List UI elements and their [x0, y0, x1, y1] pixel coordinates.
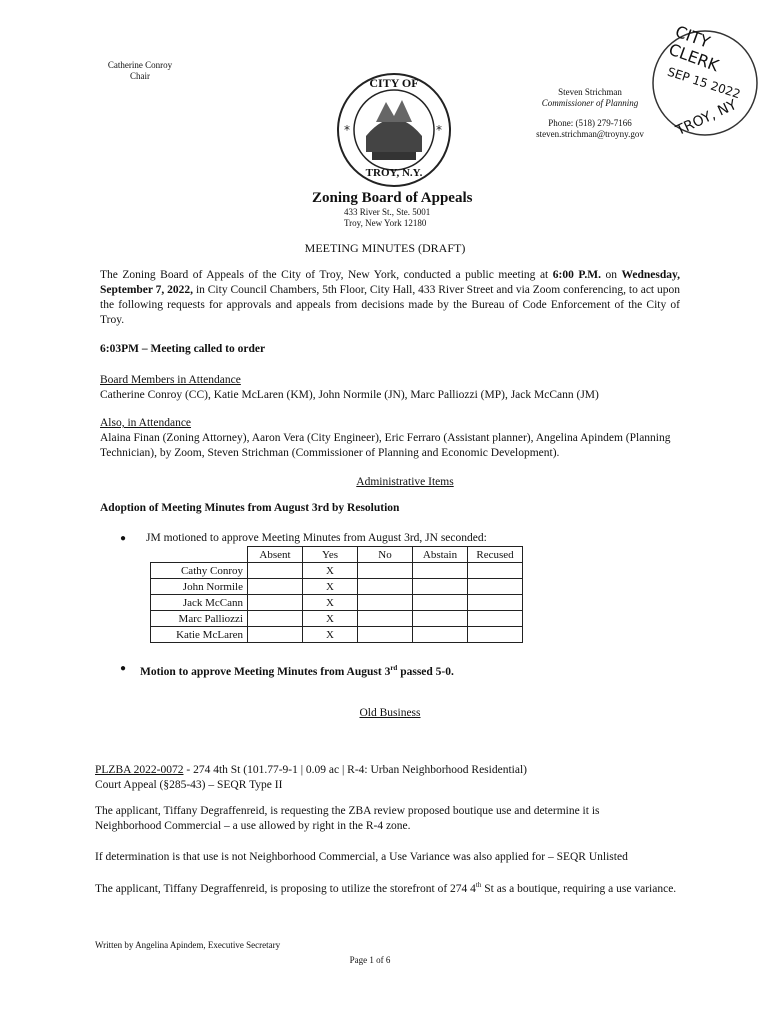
vote-table: [150, 546, 523, 643]
intro-paragraph: [100, 268, 680, 328]
member-name: Cathy Conroy: [151, 563, 248, 579]
case-paragraph-3: [95, 878, 685, 897]
vote-recused: [468, 627, 523, 643]
vote-abstain: [413, 579, 468, 595]
called-to-order: 6:03PM – Meeting called to order: [100, 343, 266, 355]
commissioner-name: Steven Strichman: [558, 87, 622, 97]
seal-bottom-text: TROY, N.Y.: [365, 167, 423, 179]
member-name: Marc Palliozzi: [151, 611, 248, 627]
motion-result-sup: rd: [390, 664, 398, 672]
board-address-2: Troy, New York 12180: [344, 218, 427, 228]
adoption-heading: Adoption of Meeting Minutes from August 3rd by Resolution: [100, 502, 400, 514]
case-p3-sup: th: [475, 881, 482, 889]
vote-recused: [468, 611, 523, 627]
vote-no: [358, 627, 413, 643]
header-absent: Absent: [248, 547, 303, 563]
vote-recused: [468, 595, 523, 611]
commissioner-phone: Phone: (518) 279-7166: [548, 118, 632, 128]
vote-absent: [248, 579, 303, 595]
vote-absent: [248, 563, 303, 579]
vote-yes: X: [303, 579, 358, 595]
footer-page-number: Page 1 of 6: [349, 955, 391, 965]
case-paragraph-1: The applicant, Tiffany Degraffenreid, is requesting the ZBA review proposed boutique use and determine it is Neighborhood Commercial – a use allowed by right in the R-4 zone.: [95, 805, 600, 832]
case-header: [95, 763, 695, 793]
motion-line: [120, 531, 546, 546]
svg-text:*: *: [436, 123, 442, 137]
old-business-heading: Old Business: [359, 707, 421, 719]
header-recused: Recused: [468, 547, 523, 563]
member-name: John Normile: [151, 579, 248, 595]
board-attendance-heading: Board Members in Attendance: [100, 374, 241, 386]
chair-name: Catherine Conroy: [107, 60, 173, 70]
admin-heading: Administrative Items: [356, 476, 454, 488]
intro-date: Wednesday, September 7, 2022,: [100, 269, 681, 296]
case-p3-a: The applicant, Tiffany Degraffenreid, is proposing to utilize the storefront of 274 4: [95, 882, 476, 895]
stamp-date-text: SEP 15 2022: [665, 64, 743, 102]
city-seal: [336, 72, 452, 188]
table-row: [151, 579, 523, 595]
board-address-1: 433 River St., Ste. 5001: [344, 207, 431, 217]
table-row: [151, 563, 523, 579]
intro-text-a: The Zoning Board of Appeals of the City of Troy, New York, conducted a public meeting at: [100, 269, 553, 281]
member-name: Katie McLaren: [151, 627, 248, 643]
table-row: [151, 595, 523, 611]
vote-no: [358, 595, 413, 611]
motion-result-b: passed 5-0.: [397, 665, 454, 678]
vote-table-header: [151, 547, 523, 563]
vote-abstain: [413, 595, 468, 611]
case-p3-b: St as a boutique, requiring a use variance.: [481, 882, 677, 895]
commissioner-email: steven.strichman@troyny.gov: [536, 129, 644, 139]
case-id-rest: - 274 4th St (101.77-9-1 | 0.09 ac | R-4: Urban Neighborhood Residential): [183, 764, 527, 776]
header-no: No: [358, 547, 413, 563]
also-attendance: [100, 416, 690, 461]
vote-absent: [248, 627, 303, 643]
city-clerk-stamp: [650, 21, 760, 139]
vote-absent: [248, 595, 303, 611]
board-attendance: [100, 373, 690, 403]
intro-text-b: on: [600, 269, 622, 281]
commissioner-title: Commissioner of Planning: [541, 98, 639, 108]
chair-block: [100, 60, 180, 82]
vote-no: [358, 563, 413, 579]
vote-abstain: [413, 563, 468, 579]
vote-yes: X: [303, 611, 358, 627]
commissioner-block: [520, 87, 660, 140]
table-row: [151, 627, 523, 643]
header-yes: Yes: [303, 547, 358, 563]
vote-recused: [468, 563, 523, 579]
case-id: PLZBA 2022-0072: [95, 764, 184, 776]
member-name: Jack McCann: [151, 595, 248, 611]
case-line-2: Court Appeal (§285-43) – SEQR Type II: [95, 779, 283, 791]
chair-title: Chair: [130, 71, 150, 81]
vote-abstain: [413, 627, 468, 643]
vote-absent: [248, 611, 303, 627]
also-attendance-list: Alaina Finan (Zoning Attorney), Aaron Vera (City Engineer), Eric Ferraro (Assistant planner), Angelina Apindem (Planning Technician), by Zoom, Steven Strichman (Commissioner of Planning and Economic Development).: [100, 432, 671, 459]
motion-line-text: JM motioned to approve Meeting Minutes from August 3rd, JN seconded:: [146, 532, 487, 544]
intro-time: 6:00 P.M.: [552, 269, 601, 281]
vote-table-grid: [150, 546, 523, 643]
board-name: Zoning Board of Appeals: [312, 190, 473, 206]
case-paragraph-2: If determination is that use is not Neighborhood Commercial, a Use Variance was also applied for – SEQR Unlisted: [95, 851, 628, 863]
stamp-bottom-text: TROY, NY: [673, 97, 740, 139]
seal-top-text: CITY OF: [369, 76, 419, 90]
bullet-icon: ●: [120, 663, 127, 674]
motion-result-a: Motion to approve Meeting Minutes from August 3: [140, 665, 391, 678]
table-row: [151, 611, 523, 627]
vote-yes: X: [303, 563, 358, 579]
vote-no: [358, 611, 413, 627]
vote-no: [358, 579, 413, 595]
footer-written-by: Written by Angelina Apindem, Executive Secretary: [95, 940, 281, 950]
svg-text:*: *: [344, 123, 350, 137]
page-title: MEETING MINUTES (DRAFT): [304, 241, 466, 255]
motion-result: [120, 661, 454, 680]
vote-abstain: [413, 611, 468, 627]
also-attendance-heading: Also, in Attendance: [100, 417, 192, 429]
board-attendance-list: Catherine Conroy (CC), Katie McLaren (KM), John Normile (JN), Marc Palliozzi (MP), Jack McCann (JM): [100, 389, 599, 401]
header-abstain: Abstain: [413, 547, 468, 563]
vote-recused: [468, 579, 523, 595]
vote-yes: X: [303, 627, 358, 643]
vote-yes: X: [303, 595, 358, 611]
board-heading: [312, 190, 512, 229]
vote-table-corner: [151, 547, 248, 563]
bullet-icon: ●: [120, 533, 127, 544]
intro-text-c: in City Council Chambers, 5th Floor, City Hall, 433 River Street and via Zoom conferencing, to act upon the following requests for approvals and appeals from decisions made by the Bureau of Code Enforcement of the City of Troy.: [100, 284, 680, 326]
stamp-top-text: CITY CLERK: [666, 21, 722, 76]
